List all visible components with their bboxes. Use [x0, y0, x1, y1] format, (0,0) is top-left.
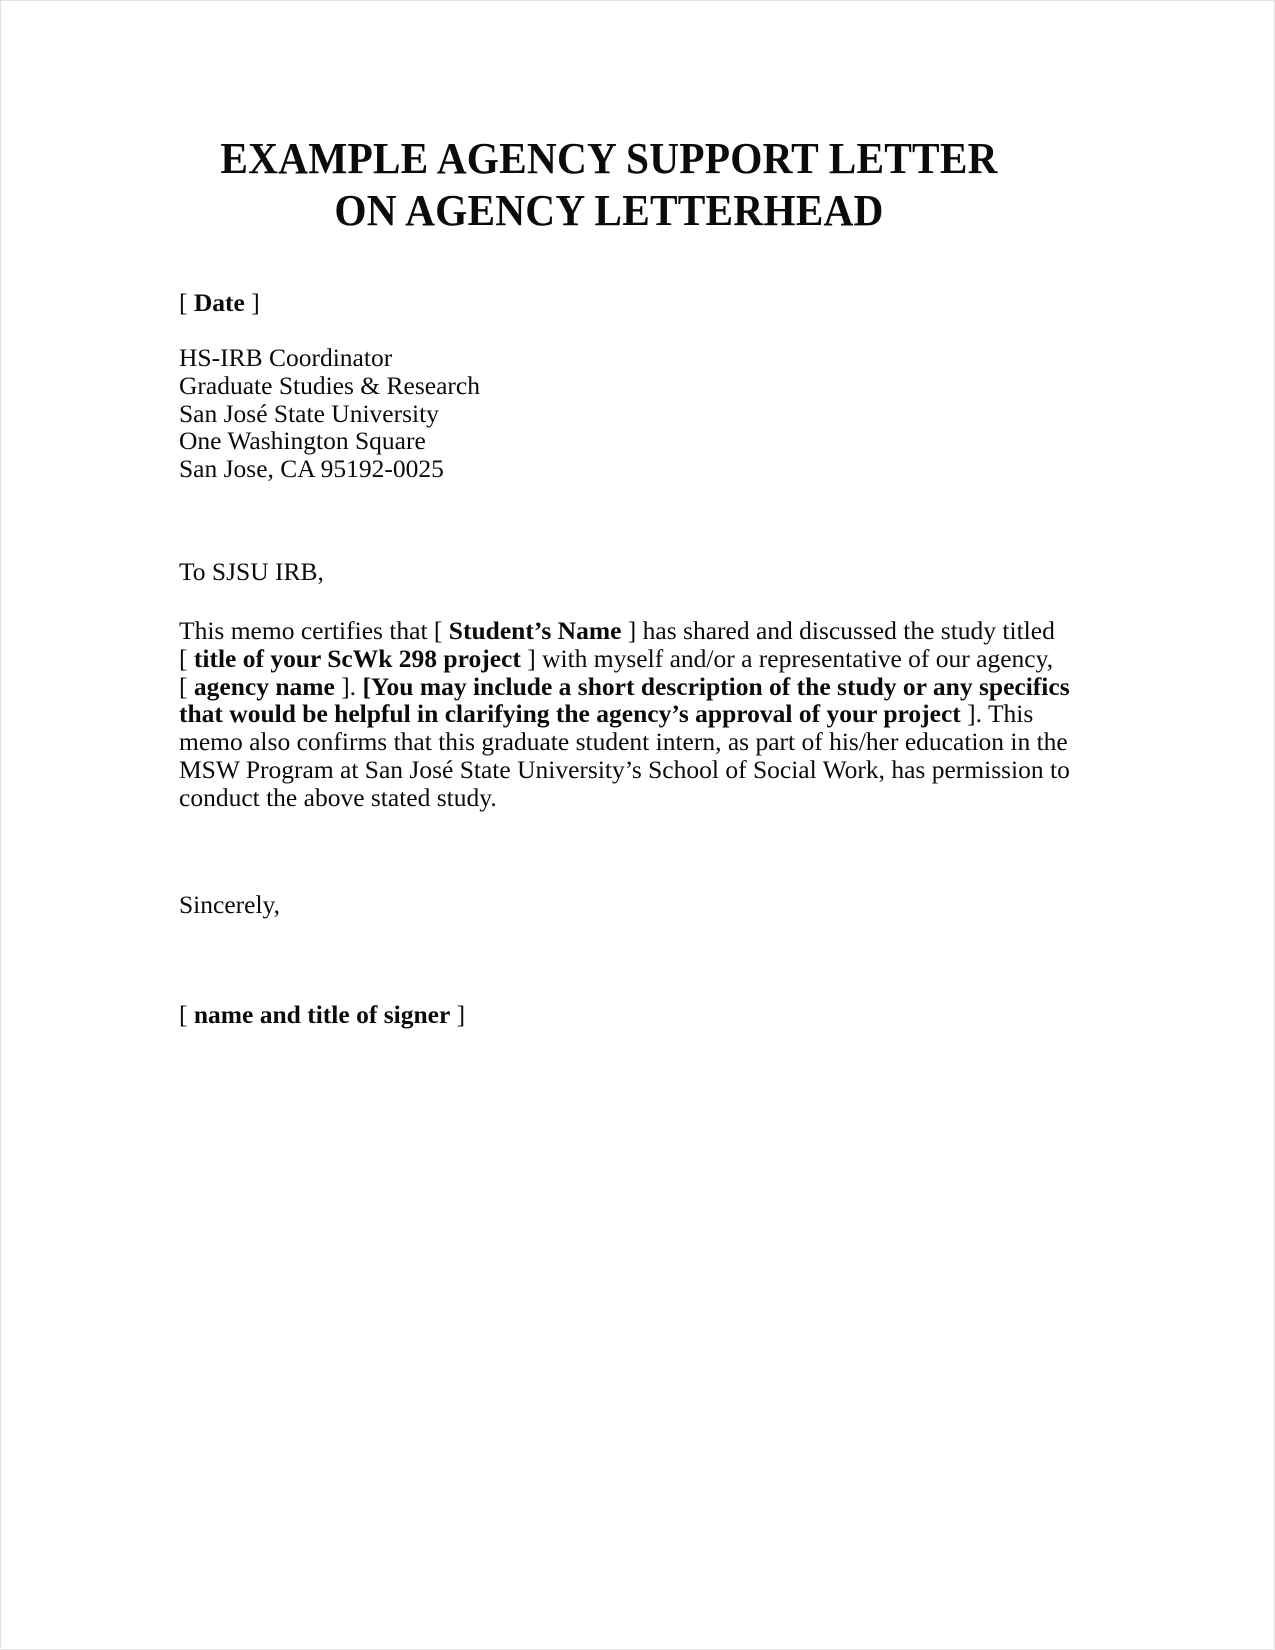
signer-field-label: name and title of signer: [193, 1000, 451, 1029]
body-placeholder-text: that would be helpful in clarifying the agency’s approval of your project: [179, 699, 961, 729]
body-paragraph-line: [179, 754, 1070, 784]
page-title-line-1: EXAMPLE AGENCY SUPPORT LETTER: [220, 134, 998, 183]
date-field-close-bracket: ]: [244, 288, 260, 317]
signer-field: [179, 1001, 465, 1029]
body-text-run: ]. This: [960, 699, 1034, 729]
body-text-run: This memo certifies that [: [179, 616, 449, 645]
body-paragraph-line: [179, 727, 1068, 757]
date-field-label: Date: [193, 288, 245, 317]
letter-sheet: [1, 1, 1275, 1650]
body-text-run: ].: [334, 671, 363, 701]
body-placeholder-text: title of your ScWk 298 project: [193, 643, 521, 673]
body-text-run: ] has shared and discussed the study titled: [621, 616, 1055, 645]
body-paragraph-line: [179, 700, 1035, 728]
address-line: Graduate Studies & Research: [179, 370, 480, 400]
body-text-run: ] with myself and/or a representative of our agency,: [520, 643, 1054, 673]
date-field-open-bracket: [: [179, 288, 194, 317]
body-text-run: MSW Program at San José State University’s School of Social Work, has permission to: [179, 754, 1070, 784]
address-line: San José State University: [179, 398, 439, 428]
page-title: [179, 133, 1039, 237]
body-placeholder-text: agency name: [193, 671, 335, 701]
address-line: One Washington Square: [179, 426, 426, 456]
body-paragraph-line: [179, 671, 1070, 701]
body-text-run: conduct the above stated study.: [179, 782, 497, 812]
body-text-run: memo also confirms that this graduate student intern, as part of his/her education in the: [179, 727, 1068, 757]
recipient-address-block: [179, 344, 480, 483]
body-placeholder-text: [You may include a short description of the study or any specifics: [362, 671, 1070, 701]
date-field: [179, 289, 260, 317]
signer-field-close-bracket: ]: [450, 1000, 466, 1029]
body-paragraph-line: [179, 616, 1055, 645]
closing-line: Sincerely,: [179, 890, 281, 919]
body-paragraph-line: [179, 643, 1054, 673]
address-line: HS-IRB Coordinator: [179, 343, 393, 372]
body-placeholder-text: Student’s Name: [448, 616, 622, 645]
body-paragraph-line: [179, 784, 1035, 812]
body-paragraph: [179, 616, 1070, 812]
page-title-line-2: ON AGENCY LETTERHEAD: [334, 185, 884, 235]
body-text-run: [: [179, 671, 194, 701]
address-line: San Jose, CA 95192-0025: [179, 454, 444, 484]
signer-field-open-bracket: [: [179, 1000, 194, 1029]
salutation: To SJSU IRB,: [179, 557, 324, 586]
body-text-run: [: [179, 643, 194, 673]
